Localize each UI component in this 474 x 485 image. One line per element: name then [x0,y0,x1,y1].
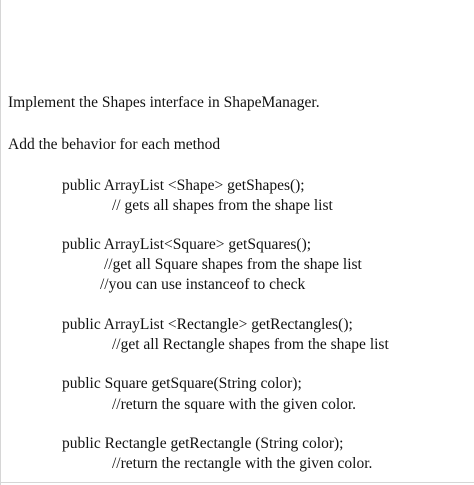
method-comment-get-squares-hint: //you can use instanceof to check [100,276,306,293]
method-comment-get-rectangle: //return the rectangle with the given color. [112,455,373,472]
bottom-border [0,482,474,483]
instruction-text: Add the behavior for each method [8,136,221,153]
method-signature-get-rectangle: public Rectangle getRectangle (String color); [62,435,344,452]
method-signature-get-square: public Square getSquare(String color); [62,375,302,392]
left-border [0,0,1,485]
method-signature-get-rectangles: public ArrayList <Rectangle> getRectangles(); [62,316,353,333]
method-signature-get-shapes: public ArrayList <Shape> getShapes(); [62,177,305,194]
method-signature-get-squares: public ArrayList<Square> getSquares(); [62,236,312,253]
method-comment-get-rectangles: //get all Rectangle shapes from the shape list [112,336,389,353]
intro-text: Implement the Shapes interface in ShapeManager. [8,94,320,111]
method-comment-get-shapes: // gets all shapes from the shape list [112,197,333,214]
method-comment-get-squares: //get all Square shapes from the shape list [104,256,362,273]
method-comment-get-square: //return the square with the given color. [112,396,357,413]
